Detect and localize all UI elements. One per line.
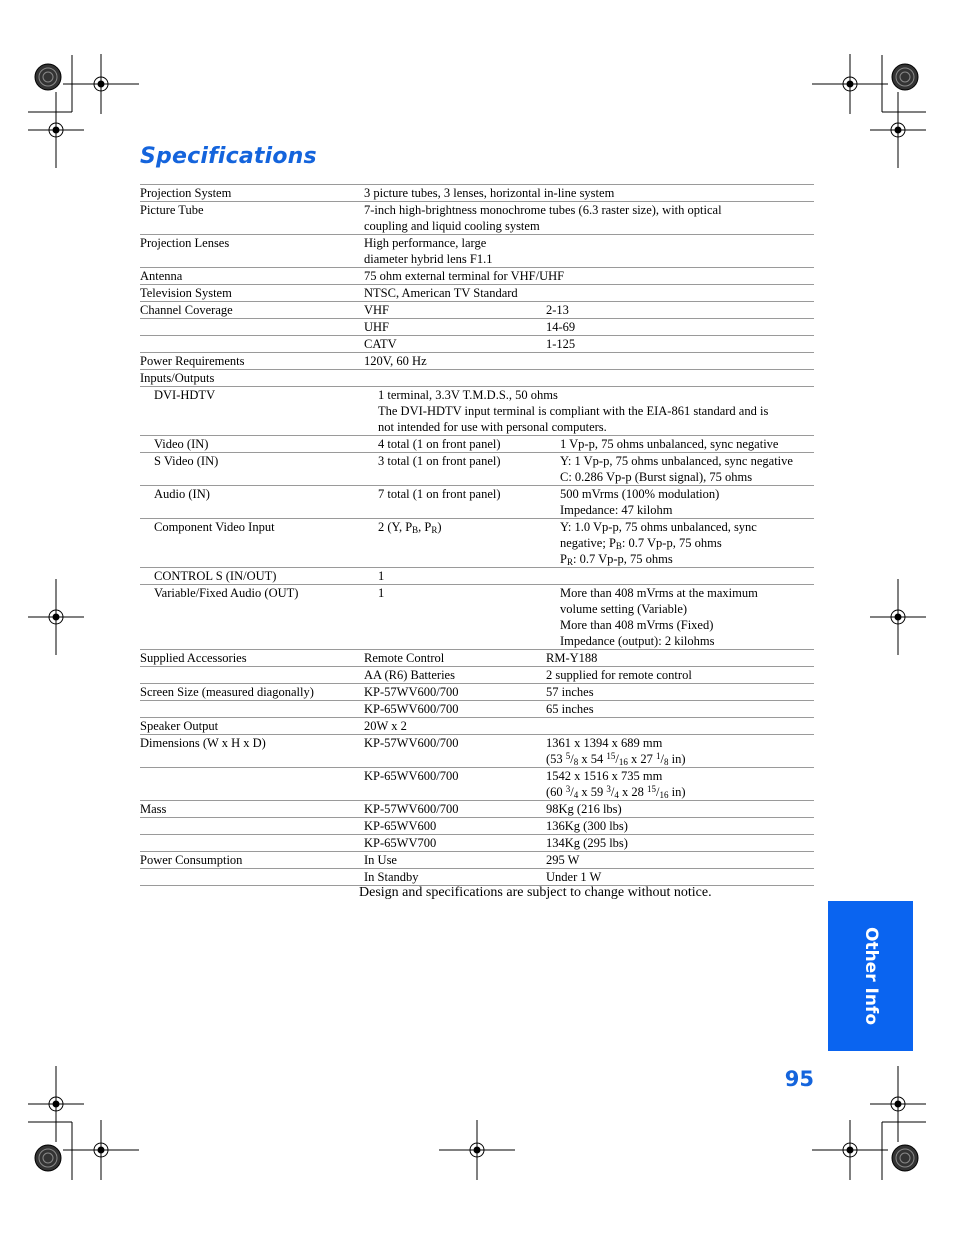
spec-detail: [546, 869, 814, 885]
spec-value: [364, 302, 546, 318]
spec-value: [378, 387, 814, 435]
spec-detail: [560, 436, 814, 452]
spec-detail: [546, 835, 814, 851]
spec-label: [140, 519, 378, 567]
cell-line: Speaker Output: [140, 719, 219, 733]
cell-line: Y: 1.0 Vp-p, 75 ohms unbalanced, sync: [560, 520, 757, 534]
cell-line: In Use: [364, 853, 397, 867]
spec-detail: [546, 336, 814, 352]
cell-line: S Video (IN): [154, 454, 219, 468]
table-row: [140, 567, 814, 584]
spec-value: [378, 436, 560, 452]
spec-label: [140, 818, 364, 834]
cell-line: Inputs/Outputs: [140, 371, 215, 385]
table-row: [140, 700, 814, 717]
cell-line: [140, 768, 364, 784]
spec-detail: [560, 519, 814, 567]
cell-line: [140, 319, 364, 335]
cell-line: Power Requirements: [140, 354, 245, 368]
spec-detail: [546, 818, 814, 834]
table-row: [140, 301, 814, 318]
table-row: [140, 201, 814, 234]
disclaimer-note: Design and specifications are subject to change without notice.: [359, 885, 712, 900]
table-row: [140, 318, 814, 335]
cell-line: Dimensions (W x H x D): [140, 736, 266, 750]
table-row: [140, 868, 814, 886]
table-row: [140, 335, 814, 352]
spec-value: [378, 585, 560, 649]
spec-label: [140, 869, 364, 885]
spec-value: [364, 869, 546, 885]
cell-line: 1 Vp-p, 75 ohms unbalanced, sync negative: [560, 437, 779, 451]
cell-line: 3 total (1 on front panel): [378, 454, 501, 468]
cell-line: diameter hybrid lens F1.1: [364, 252, 493, 266]
spec-value: [378, 519, 560, 567]
spec-detail: [546, 701, 814, 717]
cell-line: 75 ohm external terminal for VHF/UHF: [364, 269, 565, 283]
cell-line: RM-Y188: [546, 651, 598, 665]
spec-label: [140, 667, 364, 683]
cell-line: KP-57WV600/700: [364, 802, 459, 816]
spec-value: [364, 735, 546, 767]
cell-line: coupling and liquid cooling system: [364, 219, 540, 233]
spec-value: [364, 684, 546, 700]
spec-value: [364, 667, 546, 683]
cell-line: C: 0.286 Vp-p (Burst signal), 75 ohms: [560, 470, 753, 484]
spec-value: [364, 768, 546, 800]
cell-line: UHF: [364, 320, 390, 334]
spec-label: [140, 568, 378, 584]
cell-line: [364, 370, 814, 386]
spec-value: [364, 650, 546, 666]
spec-label: [140, 319, 364, 335]
cell-line: DVI-HDTV: [154, 388, 216, 402]
spec-label: [140, 585, 378, 649]
spec-detail: [546, 319, 814, 335]
cell-line: More than 408 mVrms at the maximum: [560, 586, 758, 600]
spec-value: [378, 486, 560, 518]
table-row: [140, 369, 814, 386]
cell-line: 2-13: [546, 303, 569, 317]
spec-detail: [546, 801, 814, 817]
spec-detail: [560, 486, 814, 518]
cell-line: 1: [378, 586, 385, 600]
cell-line: volume setting (Variable): [560, 602, 688, 616]
spec-value: [378, 453, 560, 485]
spec-detail: [546, 718, 814, 734]
spec-value: [364, 202, 814, 234]
spec-value: [364, 235, 814, 267]
cell-line: KP-57WV600/700: [364, 736, 459, 750]
table-row: [140, 666, 814, 683]
cell-line: CATV: [364, 337, 397, 351]
cell-line: CONTROL S (IN/OUT): [154, 569, 277, 583]
spec-value: [364, 285, 814, 301]
spec-value: [364, 801, 546, 817]
spec-label: [140, 650, 364, 666]
section-tab-label: Other Info: [860, 926, 881, 1026]
table-row: [140, 386, 814, 435]
spec-value: [364, 185, 814, 201]
table-row: [140, 284, 814, 301]
spec-label: [140, 185, 364, 201]
table-row: [140, 817, 814, 834]
cell-line: [140, 869, 364, 885]
cell-line: NTSC, American TV Standard: [364, 286, 518, 300]
spec-label: [140, 801, 364, 817]
table-row: [140, 683, 814, 700]
cell-line: 1 terminal, 3.3V T.M.D.S., 50 ohms: [378, 388, 558, 402]
spec-label: [140, 684, 364, 700]
cell-line: Video (IN): [154, 437, 209, 451]
cell-line: [140, 835, 364, 851]
cell-line: 65 inches: [546, 702, 594, 716]
spec-detail: [546, 650, 814, 666]
cell-line: 98Kg (216 lbs): [546, 802, 622, 816]
table-row: [140, 234, 814, 267]
cell-line: [140, 667, 364, 683]
page-title: Specifications: [140, 144, 317, 169]
cell-line: KP-57WV600/700: [364, 685, 459, 699]
spec-label: [140, 353, 364, 369]
spec-detail: [546, 667, 814, 683]
table-row: [140, 184, 814, 201]
cell-line: Component Video Input: [154, 520, 275, 534]
cell-line: Channel Coverage: [140, 303, 233, 317]
table-row: [140, 734, 814, 767]
spec-label: [140, 486, 378, 518]
cell-line: [140, 701, 364, 717]
cell-line: (53 $^5/_8$ x 54 $^{15}/_{16}$ x 27 $^1/_8$ in): [546, 751, 686, 767]
spec-label: [140, 735, 364, 767]
cell-line: [560, 568, 814, 584]
spec-label: [140, 768, 364, 800]
cell-line: (60 $^3/_4$ x 59 $^3/_4$ x 28 $^{15}/_{16}$ in): [546, 784, 686, 800]
section-tab-other-info: [828, 901, 913, 1051]
spec-value: [364, 353, 814, 369]
table-row: [140, 518, 814, 567]
cell-line: Impedance (output): 2 kilohms: [560, 634, 715, 648]
cell-line: 1-125: [546, 337, 576, 351]
cell-line: 7 total (1 on front panel): [378, 487, 501, 501]
cell-line: The DVI-HDTV input terminal is compliant with the EIA-861 standard and is: [378, 404, 769, 418]
spec-detail: [546, 768, 814, 800]
cell-line: KP-65WV600: [364, 819, 437, 833]
table-row: [140, 584, 814, 649]
spec-value: [364, 319, 546, 335]
cell-line: 20W x 2: [364, 719, 407, 733]
cell-line: More than 408 mVrms (Fixed): [560, 618, 714, 632]
spec-value: [364, 336, 546, 352]
cell-line: KP-65WV700: [364, 836, 437, 850]
spec-value: [364, 370, 814, 386]
spec-label: [140, 701, 364, 717]
spec-label: [140, 835, 364, 851]
cell-line: [140, 818, 364, 834]
cell-line: Remote Control: [364, 651, 445, 665]
cell-line: Projection System: [140, 186, 232, 200]
cell-line: Y: 1 Vp-p, 75 ohms unbalanced, sync negative: [560, 454, 793, 468]
spec-label: [140, 235, 364, 267]
spec-label: [140, 453, 378, 485]
spec-value: [364, 852, 546, 868]
spec-detail: [546, 302, 814, 318]
spec-value: [364, 701, 546, 717]
cell-line: 500 mVrms (100% modulation): [560, 487, 720, 501]
cell-line: Audio (IN): [154, 487, 210, 501]
table-row: [140, 452, 814, 485]
spec-label: [140, 852, 364, 868]
page-number: 95: [784, 1067, 814, 1091]
table-row: [140, 767, 814, 800]
cell-line: 1361 x 1394 x 689 mm: [546, 736, 663, 750]
spec-label: [140, 268, 364, 284]
table-row: [140, 834, 814, 851]
table-row: [140, 267, 814, 284]
spec-label: [140, 202, 364, 234]
cell-line: KP-65WV600/700: [364, 769, 459, 783]
spec-detail: [560, 568, 814, 584]
cell-line: 3 picture tubes, 3 lenses, horizontal in-line system: [364, 186, 615, 200]
cell-line: Television System: [140, 286, 232, 300]
spec-value: [364, 268, 814, 284]
spec-value: [378, 568, 560, 584]
cell-line: Variable/Fixed Audio (OUT): [154, 586, 299, 600]
table-row: [140, 800, 814, 817]
spec-label: [140, 302, 364, 318]
cell-line: In Standby: [364, 870, 419, 884]
cell-line: 14-69: [546, 320, 576, 334]
spec-label: [140, 370, 364, 386]
cell-line: [140, 336, 364, 352]
cell-line: 1: [378, 569, 385, 583]
cell-line: Supplied Accessories: [140, 651, 247, 665]
spec-label: [140, 336, 364, 352]
cell-line: 2 supplied for remote control: [546, 668, 692, 682]
table-row: [140, 851, 814, 868]
cell-line: 1542 x 1516 x 735 mm: [546, 769, 663, 783]
cell-line: Power Consumption: [140, 853, 243, 867]
spec-detail: [546, 684, 814, 700]
cell-line: not intended for use with personal computers.: [378, 420, 607, 434]
cell-line: Under 1 W: [546, 870, 602, 884]
cell-line: 136Kg (300 lbs): [546, 819, 628, 833]
cell-line: Impedance: 47 kilohm: [560, 503, 673, 517]
cell-line: negative; $P_B$: 0.7 Vp-p, 75 ohms: [560, 536, 722, 551]
cell-line: 2 (Y, $P_B$, $P_R$): [378, 520, 442, 535]
table-row: [140, 649, 814, 666]
cell-line: 57 inches: [546, 685, 594, 699]
cell-line: [546, 718, 814, 734]
spec-detail: [546, 735, 814, 767]
table-row: [140, 352, 814, 369]
cell-line: Mass: [140, 802, 167, 816]
spec-value: [364, 718, 546, 734]
cell-line: Antenna: [140, 269, 183, 283]
table-row: [140, 717, 814, 734]
spec-detail: [546, 852, 814, 868]
spec-detail: [560, 585, 814, 649]
cell-line: High performance, large: [364, 236, 487, 250]
spec-label: [140, 718, 364, 734]
cell-line: 4 total (1 on front panel): [378, 437, 501, 451]
cell-line: Picture Tube: [140, 203, 204, 217]
spec-label: [140, 436, 378, 452]
cell-line: AA (R6) Batteries: [364, 668, 455, 682]
spec-label: [140, 387, 378, 435]
cell-line: 7-inch high-brightness monochrome tubes (6.3 raster size), with optical: [364, 203, 722, 217]
cell-line: KP-65WV600/700: [364, 702, 459, 716]
spec-label: [140, 285, 364, 301]
cell-line: $P_R$: 0.7 Vp-p, 75 ohms: [560, 552, 673, 567]
spec-detail: [560, 453, 814, 485]
cell-line: 134Kg (295 lbs): [546, 836, 628, 850]
spec-value: [364, 835, 546, 851]
cell-line: VHF: [364, 303, 390, 317]
table-row: [140, 485, 814, 518]
cell-line: 120V, 60 Hz: [364, 354, 427, 368]
cell-line: Screen Size (measured diagonally): [140, 685, 314, 699]
spec-value: [364, 818, 546, 834]
table-row: [140, 435, 814, 452]
cell-line: 295 W: [546, 853, 580, 867]
specifications-table: [140, 184, 814, 886]
cell-line: Projection Lenses: [140, 236, 230, 250]
